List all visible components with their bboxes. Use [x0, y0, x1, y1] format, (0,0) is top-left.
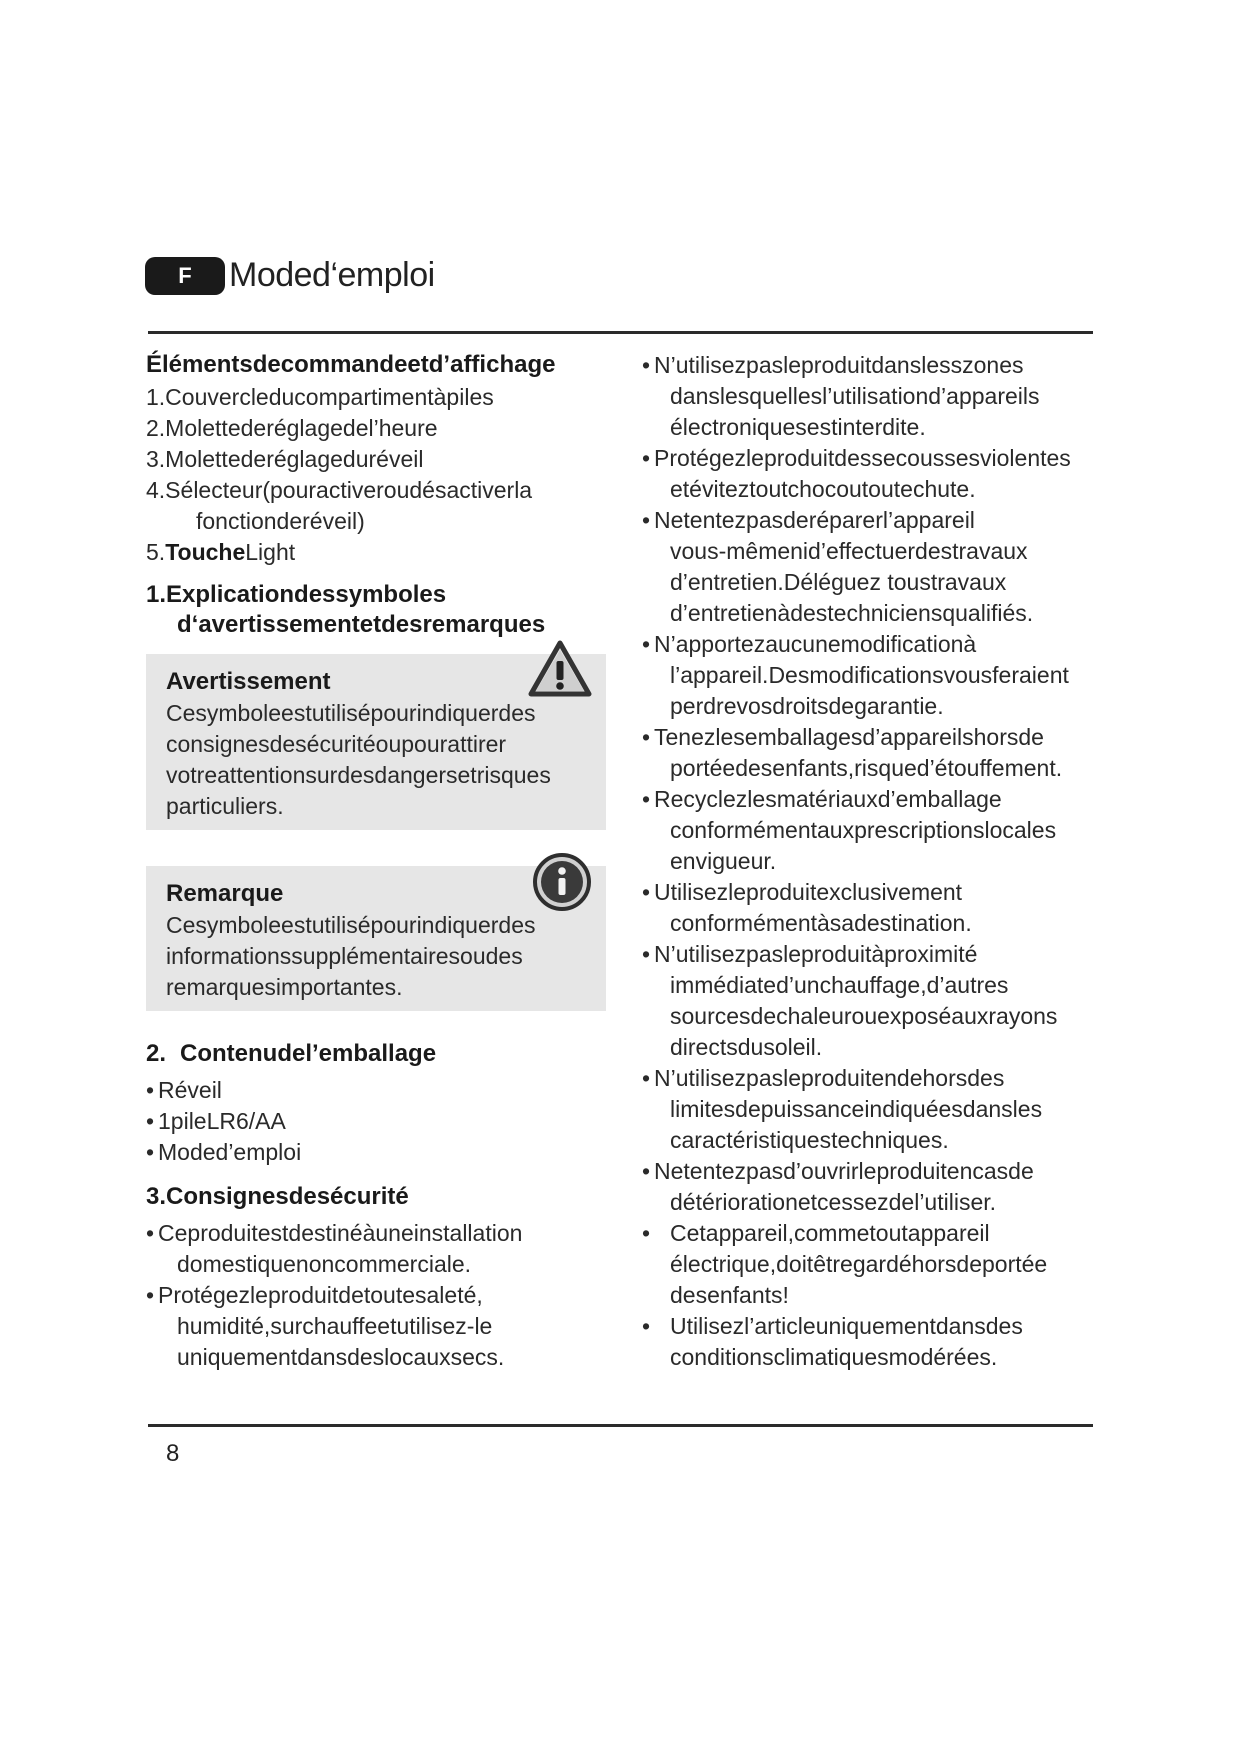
- section2-heading: 2. Contenudel’emballage: [146, 1040, 437, 1067]
- list-item: • 1pileLR6/AA: [146, 1106, 616, 1137]
- page-title: Moded‘emploi: [229, 256, 435, 294]
- left-column: [146, 350, 616, 1373]
- list-item: • N’utilisezpasleproduitendehorsdes limitesdepuissanceindiquéesdansles caractéristiquestechniques.: [642, 1063, 1097, 1156]
- list-item: • N’utilisezpasleproduitdanslesszones danslesquellesl’utilisationd’appareils électroniquesestinterdite.: [642, 350, 1097, 443]
- list-item: • Utilisezleproduitexclusivement conformémentàsadestination.: [642, 877, 1097, 939]
- list-item: • Protégezleproduitdetoutesaleté, humidité,surchauffeetutilisez-le uniquementdansdeslocauxsecs.: [146, 1280, 616, 1373]
- controls-heading: Élémentsdecommandeetd’affichage: [146, 351, 556, 378]
- list-item: • Netentezpasderéparerl’appareil vous-mêmenid’effectuerdestravaux d’entretien.Déléguez toustravaux d’entretienàdestechniciensqualifiés.: [642, 505, 1097, 629]
- list-item: 5.ToucheLight: [146, 539, 296, 565]
- header-divider: [148, 331, 1093, 334]
- footer-divider: [148, 1424, 1093, 1427]
- remark-box: [146, 866, 606, 1011]
- list-item: • Tenezlesemballagesd’appareilshorsde portéedesenfants,risqued’étouffement.: [642, 722, 1097, 784]
- list-item: • Recyclezlesmatériauxd’emballage conformémentauxprescriptionslocales envigueur.: [642, 784, 1097, 877]
- list-item: • Moded’emploi: [146, 1137, 616, 1168]
- list-item: 4.Sélecteur(pouractiveroudésactiverla fonctionderéveil): [146, 477, 533, 534]
- list-item: • Utilisezl’articleuniquementdansdes conditionsclimatiquesmodérées.: [642, 1311, 1097, 1373]
- warning-box: [146, 654, 606, 830]
- remark-text: Cesymboleestutilisépourindiquerdes informationssupplémentairesoudes remarquesimportantes.: [166, 912, 536, 1000]
- language-badge: F: [145, 257, 225, 295]
- section3-heading: 3.Consignesdesécurité: [146, 1183, 409, 1210]
- list-item: • Ceproduitestdestinéàuneinstallation domestiquenoncommerciale.: [146, 1218, 616, 1280]
- section1-heading: 1.Explicationdessymboles d‘avertissementetdesremarques: [146, 581, 546, 638]
- warning-title: Avertissement: [166, 668, 331, 695]
- safety-list-left: [146, 1218, 616, 1373]
- warning-text: Cesymboleestutilisépourindiquerdes consignesdesécuritéoupourattirer votreattentionsurdesdangersetrisques particuliers.: [166, 700, 551, 819]
- package-contents-list: [146, 1075, 616, 1168]
- list-item: 3.Molettederéglageduréveil: [146, 446, 424, 472]
- list-item: 1.Couvercleducompartimentàpiles: [146, 384, 494, 410]
- list-item: • N’utilisezpasleproduitàproximité immédiated’unchauffage,d’autres sourcesdechaleurouexposéauxrayons directsdusoleil.: [642, 939, 1097, 1063]
- list-item: • Protégezleproduitdessecoussesviolentes etéviteztoutchocoutoutechute.: [642, 443, 1097, 505]
- list-item: • Réveil: [146, 1075, 616, 1106]
- list-item: 2.Molettederéglagedel’heure: [146, 415, 438, 441]
- controls-list: [146, 382, 616, 568]
- page-header: [145, 256, 435, 295]
- right-column: [642, 350, 1097, 1373]
- remark-title: Remarque: [166, 880, 284, 907]
- page-number: 8: [166, 1440, 180, 1467]
- list-item: • Netentezpasd’ouvrirleproduitencasde détériorationetcessezdel’utiliser.: [642, 1156, 1097, 1218]
- info-icon: [532, 852, 592, 917]
- list-item: • N’apportezaucunemodificationà l’appareil.Desmodificationsvousferaient perdrevosdroitsdegarantie.: [642, 629, 1097, 722]
- list-item: • Cetappareil,commetoutappareil électrique,doitêtregardéhorsdeportée desenfants!: [642, 1218, 1097, 1311]
- safety-list-right: [642, 350, 1097, 1373]
- warning-icon: [528, 640, 592, 703]
